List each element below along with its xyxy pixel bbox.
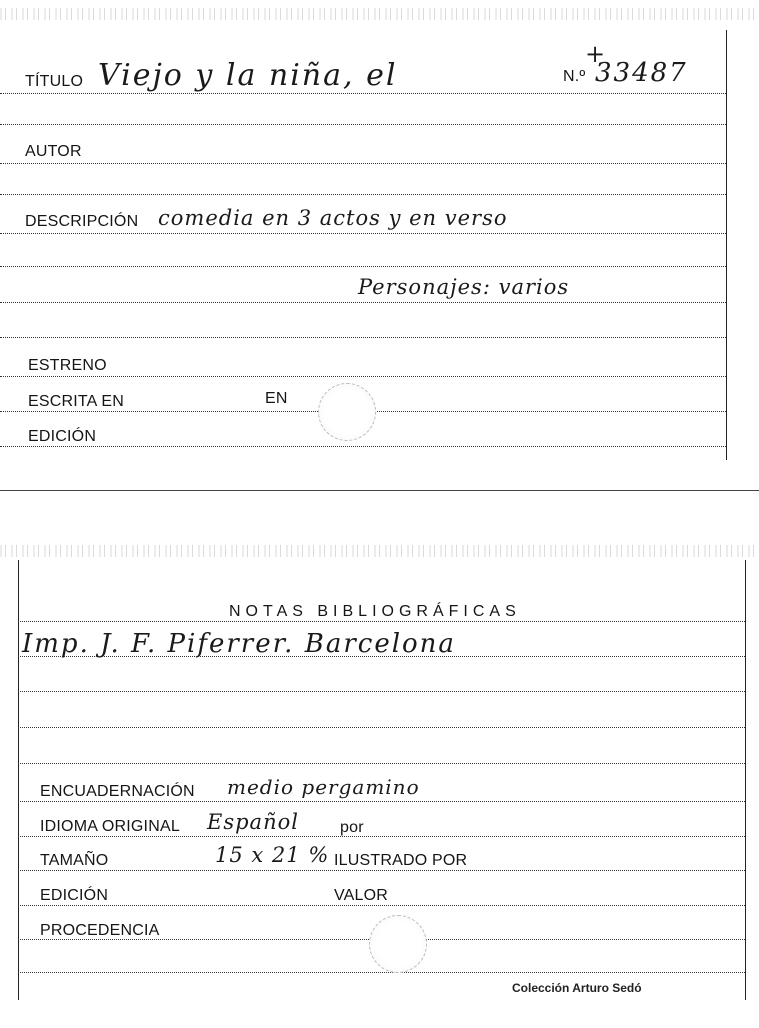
card-divider-line <box>0 490 759 491</box>
scan-noise-bottom <box>0 545 759 557</box>
rule-b5 <box>18 763 745 764</box>
numero-label: N.º <box>563 68 586 85</box>
card-right-border-bottom <box>745 560 746 1000</box>
notas-rule <box>18 656 745 657</box>
faded-stamp <box>318 383 376 441</box>
personajes-value: Personajes: varios <box>358 275 570 299</box>
autor-rule <box>0 163 726 164</box>
ilustrado-label: ILUSTRADO POR <box>334 852 468 869</box>
encuadernacion-value: medio pergamino <box>227 775 420 799</box>
encuadernacion-label: ENCUADERNACIÓN <box>40 783 195 800</box>
numero-value: 33487 <box>595 58 688 88</box>
catalog-card-bottom <box>0 505 759 1028</box>
heading-rule <box>18 621 745 622</box>
edicion-label-bottom: EDICIÓN <box>40 887 109 904</box>
rule-b11 <box>18 972 745 973</box>
tamano-rule <box>18 870 745 871</box>
edicion-rule-bottom <box>18 905 745 906</box>
autor-label: AUTOR <box>25 143 82 160</box>
edicion-label: EDICIÓN <box>28 428 97 445</box>
rule-2 <box>0 124 726 125</box>
catalog-card-top <box>0 0 759 490</box>
descripcion-value: comedia en 3 actos y en verso <box>158 206 508 230</box>
rule-8 <box>0 337 726 338</box>
por-label: por <box>340 819 364 836</box>
valor-label: VALOR <box>334 887 389 904</box>
descripcion-rule <box>0 233 726 234</box>
edicion-rule <box>0 446 726 447</box>
rule-4 <box>0 194 726 195</box>
idioma-label: IDIOMA ORIGINAL <box>40 818 180 835</box>
numero-mark: + <box>585 40 607 68</box>
rule-b4 <box>18 727 745 728</box>
titulo-rule <box>0 93 726 94</box>
estreno-label: ESTRENO <box>28 357 107 374</box>
procedencia-label: PROCEDENCIA <box>40 922 160 939</box>
titulo-value: Viejo y la niña, el <box>98 58 398 93</box>
notas-value: Imp. J. F. Piferrer. Barcelona <box>22 629 456 659</box>
personajes-rule <box>0 302 726 303</box>
idioma-rule <box>18 836 745 837</box>
coleccion-credit: Colección Arturo Sedó <box>512 981 642 995</box>
rule-6 <box>0 266 726 267</box>
estreno-rule <box>0 376 726 377</box>
escrita-en-label: ESCRITA EN <box>28 393 124 410</box>
notas-heading: NOTAS BIBLIOGRÁFICAS <box>229 603 521 620</box>
tamano-value: 15 x 21 % <box>215 843 330 867</box>
en-label: EN <box>265 390 288 407</box>
titulo-label: TÍTULO <box>25 73 84 90</box>
descripcion-label: DESCRIPCIÓN <box>25 213 139 230</box>
scan-noise-top <box>0 8 759 20</box>
idioma-value: Español <box>207 810 299 834</box>
tamano-label: TAMAÑO <box>40 852 109 869</box>
rule-b3 <box>18 691 745 692</box>
card-right-border <box>726 30 727 460</box>
card-left-border <box>18 560 19 1000</box>
encuadernacion-rule <box>18 801 745 802</box>
faded-stamp-bottom <box>369 915 427 973</box>
